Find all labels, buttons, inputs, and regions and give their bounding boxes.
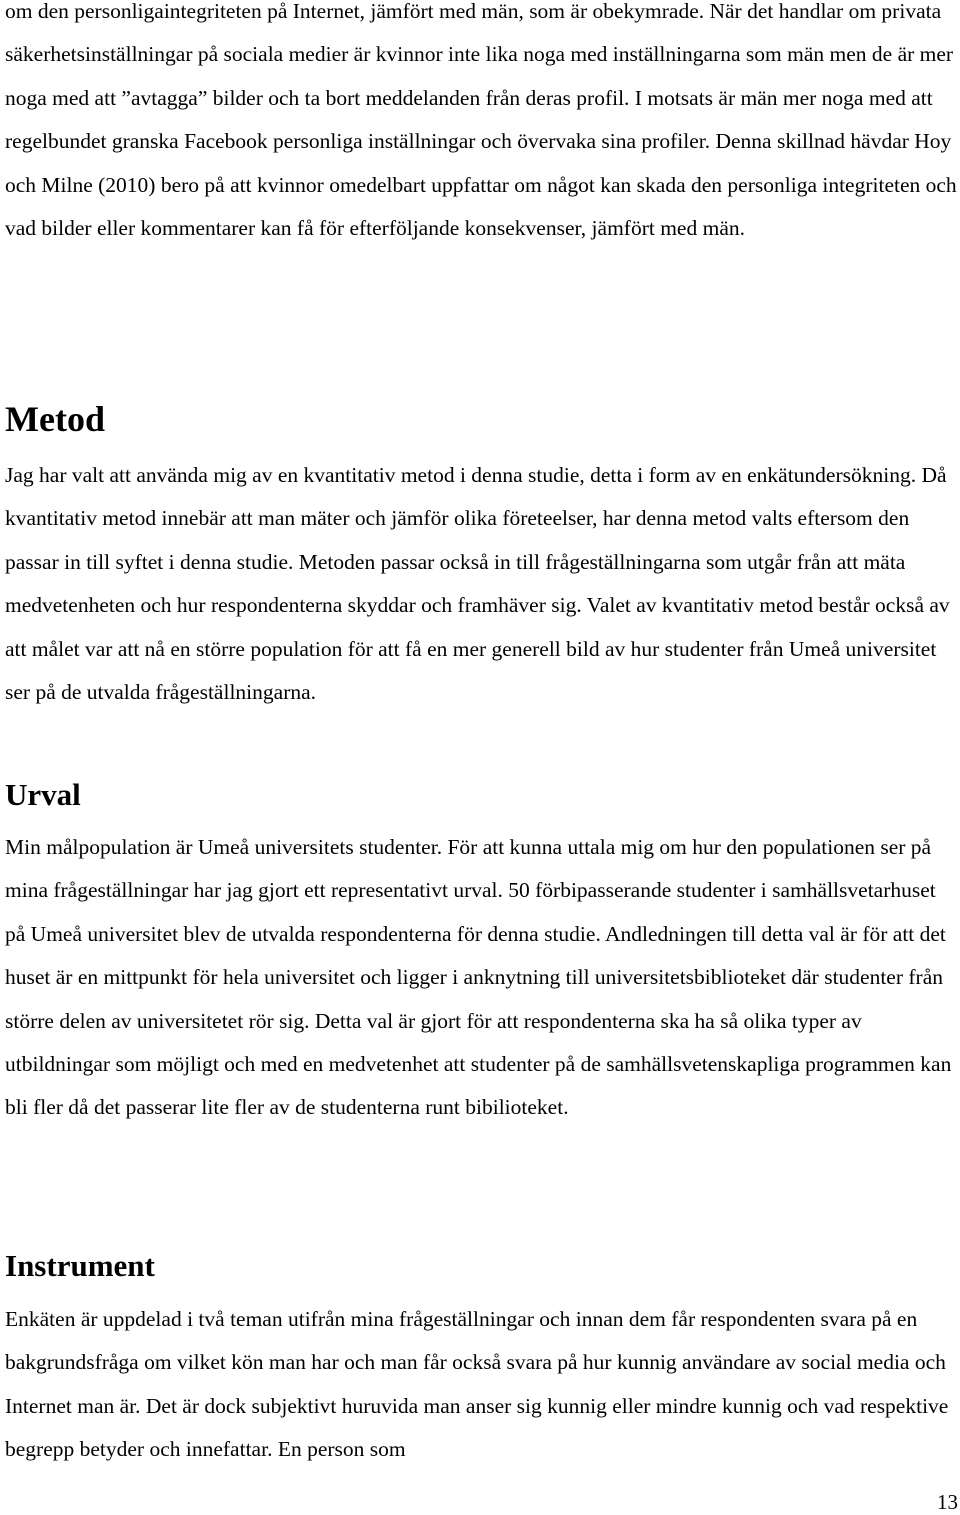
heading-metod: Metod xyxy=(5,399,105,439)
page-number: 13 xyxy=(937,1490,958,1514)
paragraph-urval: Min målpopulation är Umeå universitets studenter. För att kunna uttala mig om hur den populationen ser på mina frågeställningar har jag gjort ett representativt urval. 50 förbipasserande studenter i samhällsvetarhuset på Umeå universitet blev de utvalda respondenterna för denna studie. Andledningen till detta val är för att det huset är en mittpunkt för hela universitet och ligger i anknytning till universitetsbiblioteket där studenter från större delen av universitetet rör sig. Detta val är gjort för att respondenterna ska ha så olika typer av utbildningar som möjligt och med en medvetenhet att studenter på de samhällsvetenskapliga programmen kan bli fler då det passerar lite fler av de studenterna runt bibilioteket. xyxy=(5,835,952,1120)
paragraph-instrument: Enkäten är uppdelad i två teman utifrån mina frågeställningar och innan dem får respondenten svara på en bakgrundsfråga om vilket kön man har och man får också svara på hur kunnig användare av social media och Internet man är. Det är dock subjektivt huruvida man anser sig kunnig eller mindre kunnig och vad respektive begrepp betyder och innefattar. En person som xyxy=(5,1307,949,1462)
heading-urval: Urval xyxy=(5,777,81,812)
paragraph-intro: om den personligaintegriteten på Internet, jämfört med män, som är obekymrade. När det handlar om privata säkerhetsinställningar på sociala medier är kvinnor inte lika noga med inställningarna som män men de är mer noga med att ”avtagga” bilder och ta bort meddelanden från deras profil. I motsats är män mer noga med att regelbundet granska Facebook personliga inställningar och övervaka sina profiler. Denna skillnad hävdar Hoy och Milne (2010) bero på att kvinnor omedelbart uppfattar om något kan skada den personliga integriteten och vad bilder eller kommentarer kan få för efterföljande konsekvenser, jämfört med män. xyxy=(5,0,957,241)
paragraph-metod: Jag har valt att använda mig av en kvantitativ metod i denna studie, detta i form av en enkätundersökning. Då kvantitativ metod innebär att man mäter och jämför olika företeelser, har denna metod valts eftersom den passar in till syftet i denna studie. Metoden passar också in till frågeställningarna som utgår från att mäta medvetenheten och hur respondenterna skyddar och framhäver sig. Valet av kvantitativ metod består också av att målet var att nå en större population för att få en mer generell bild av hur studenter från Umeå universitet ser på de utvalda frågeställningarna. xyxy=(5,463,950,705)
heading-instrument: Instrument xyxy=(5,1248,155,1283)
